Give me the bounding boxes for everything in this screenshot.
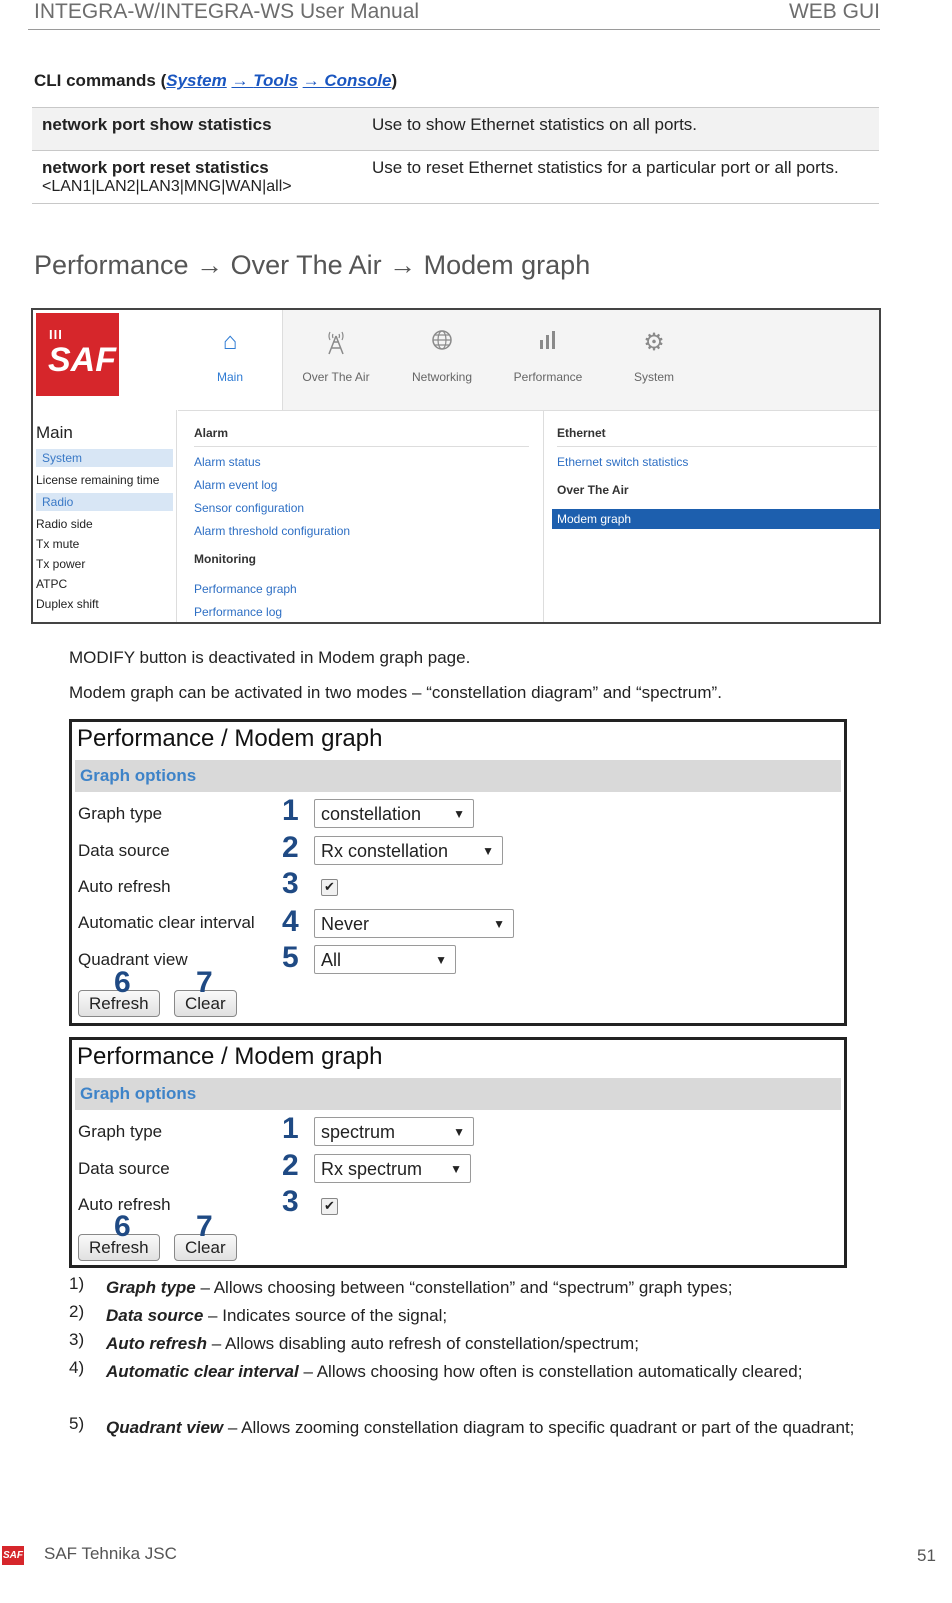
dropdown-arrow-icon: ▼: [493, 917, 505, 931]
sidebar-item-radio-side[interactable]: Radio side: [36, 517, 93, 531]
callout-number: 5: [282, 941, 299, 974]
nav-tab-networking[interactable]: Networking: [390, 310, 494, 410]
sidebar-item-duplex-shift[interactable]: Duplex shift: [36, 597, 99, 611]
nav-tab-main[interactable]: ⌂ Main: [178, 310, 283, 410]
menu-item-alarm-event-log[interactable]: Alarm event log: [194, 478, 278, 492]
quadrant-view-select[interactable]: All ▼: [314, 945, 456, 974]
menu-item-modem-graph[interactable]: Modem graph: [552, 509, 880, 529]
menu-heading-alarm: Alarm: [194, 426, 229, 440]
home-icon: ⌂: [222, 328, 238, 355]
sidebar-category-system[interactable]: System: [36, 449, 173, 467]
graph-type-select[interactable]: spectrum ▼: [314, 1117, 474, 1146]
cli-path-tools[interactable]: → Tools: [231, 71, 298, 90]
list-item: 2) Data source – Indicates source of the signal;: [69, 1302, 448, 1325]
modem-graph-panel-constellation: [69, 719, 847, 1026]
cli-commands-title: CLI commands (System → Tools → Console): [34, 71, 398, 90]
list-item: 5) Quadrant view – Allows zooming constellation diagram to specific quadrant or part of the quadrant;: [69, 1414, 855, 1437]
section-heading: Performance → Over The Air → Modem graph: [34, 250, 591, 280]
nav-tab-performance[interactable]: Performance: [496, 310, 600, 410]
callout-number: 7: [196, 1210, 213, 1243]
dropdown-arrow-icon: ▼: [453, 1125, 465, 1139]
gui-screenshot-main-menu: [31, 308, 881, 624]
callout-number: 3: [282, 1185, 299, 1218]
dropdown-arrow-icon: ▼: [453, 807, 465, 821]
auto-refresh-checkbox[interactable]: ✔: [321, 1198, 338, 1215]
sidebar-category-radio[interactable]: Radio: [36, 493, 173, 511]
label-graph-type: Graph type: [78, 1122, 163, 1141]
callout-number: 1: [282, 1112, 299, 1145]
cli-path-system[interactable]: System: [166, 71, 227, 90]
clear-button[interactable]: Clear: [174, 990, 237, 1017]
menu-item-alarm-status[interactable]: Alarm status: [194, 455, 261, 469]
menu-item-performance-graph[interactable]: Performance graph: [194, 582, 297, 596]
dropdown-arrow-icon: ▼: [482, 844, 494, 858]
refresh-button[interactable]: Refresh: [78, 990, 160, 1017]
auto-refresh-checkbox[interactable]: ✔: [321, 879, 338, 896]
cli-command: network port show statistics: [32, 108, 362, 151]
graph-options-header: Graph options: [75, 760, 841, 792]
panel-title: Performance / Modem graph: [77, 1043, 383, 1070]
clear-button[interactable]: Clear: [174, 1234, 237, 1261]
clear-interval-select[interactable]: Never ▼: [314, 909, 514, 938]
nav-tab-system[interactable]: ⚙ System: [602, 310, 706, 410]
globe-icon: [390, 328, 494, 356]
list-item: 4) Automatic clear interval – Allows choosing how often is constellation automatically cleared;: [69, 1358, 803, 1381]
footer-logo: SAF: [2, 1546, 24, 1565]
list-item: 3) Auto refresh – Allows disabling auto refresh of constellation/spectrum;: [69, 1330, 639, 1353]
antenna-icon: [284, 328, 388, 356]
sidebar-item-license[interactable]: License remaining time: [36, 473, 160, 487]
label-data-source: Data source: [78, 841, 170, 860]
callout-number: 4: [282, 905, 299, 938]
header-divider: [28, 29, 880, 30]
data-source-select[interactable]: Rx constellation ▼: [314, 836, 503, 865]
label-quadrant-view: Quadrant view: [78, 950, 188, 969]
panel-title: Performance / Modem graph: [77, 725, 383, 752]
page-number: 51: [917, 1546, 936, 1565]
footer-company: SAF Tehnika JSC: [44, 1544, 177, 1563]
callout-number: 6: [114, 1210, 131, 1243]
paragraph-modify-note: MODIFY button is deactivated in Modem graph page.: [69, 648, 471, 667]
cli-description: Use to reset Ethernet statistics for a particular port or all ports.: [362, 151, 879, 204]
sidebar-item-tx-power[interactable]: Tx power: [36, 557, 86, 571]
callout-number: 6: [114, 966, 131, 999]
cli-path-console[interactable]: → Console: [302, 71, 392, 90]
cli-table: [32, 107, 879, 204]
cli-command: network port reset statistics <LAN1|LAN2|LAN3|MNG|WAN|all>: [32, 151, 362, 204]
menu-item-performance-log[interactable]: Performance log: [194, 605, 283, 619]
header-manual-title: INTEGRA-W/INTEGRA-WS User Manual: [34, 0, 420, 23]
sidebar-item-atpc[interactable]: ATPC: [36, 577, 68, 591]
menu-item-ethernet-switch-statistics[interactable]: Ethernet switch statistics: [557, 455, 689, 469]
callout-number: 3: [282, 867, 299, 900]
modem-graph-panel-spectrum: [69, 1037, 847, 1268]
nav-tab-over-the-air[interactable]: Over The Air: [284, 310, 388, 410]
saf-logo: III SAF: [36, 313, 119, 396]
menu-heading-monitoring: Monitoring: [194, 552, 256, 566]
menu-item-alarm-threshold[interactable]: Alarm threshold configuration: [194, 524, 351, 538]
menu-heading-over-the-air: Over The Air: [557, 483, 629, 497]
callout-number: 2: [282, 831, 299, 864]
callout-number: 1: [282, 794, 299, 827]
gear-icon: ⚙: [643, 329, 665, 356]
header-section: WEB GUI: [788, 0, 880, 23]
cli-row: [32, 108, 879, 151]
label-data-source: Data source: [78, 1159, 170, 1178]
refresh-button[interactable]: Refresh: [78, 1234, 160, 1261]
menu-item-sensor-configuration[interactable]: Sensor configuration: [194, 501, 305, 515]
data-source-select[interactable]: Rx spectrum ▼: [314, 1154, 471, 1183]
sidebar-item-tx-mute[interactable]: Tx mute: [36, 537, 80, 551]
callout-number: 2: [282, 1149, 299, 1182]
dropdown-arrow-icon: ▼: [450, 1162, 462, 1176]
top-navigation: [178, 310, 879, 411]
paragraph-modes: Modem graph can be activated in two modes – “constellation diagram” and “spectrum”.: [69, 683, 722, 702]
graph-options-header: Graph options: [75, 1078, 841, 1110]
label-auto-refresh: Auto refresh: [78, 877, 171, 896]
dropdown-arrow-icon: ▼: [435, 953, 447, 967]
bar-chart-icon: [496, 328, 600, 356]
cli-description: Use to show Ethernet statistics on all ports.: [362, 108, 879, 151]
label-auto-refresh: Auto refresh: [78, 1195, 171, 1214]
sidebar: [33, 415, 176, 614]
label-automatic-clear-interval: Automatic clear interval: [78, 913, 255, 932]
menu-column-ethernet: [557, 410, 880, 538]
callout-number: 7: [196, 966, 213, 999]
label-graph-type: Graph type: [78, 804, 163, 823]
menu-column-alarm: [194, 410, 529, 628]
graph-type-select[interactable]: constellation ▼: [314, 799, 474, 828]
cli-row: [32, 151, 879, 204]
list-item: 1) Graph type – Allows choosing between “constellation” and “spectrum” graph types;: [69, 1274, 733, 1297]
cli-command-args: <LAN1|LAN2|LAN3|MNG|WAN|all>: [42, 178, 292, 195]
sidebar-title: Main: [36, 423, 73, 442]
menu-heading-ethernet: Ethernet: [557, 426, 606, 440]
